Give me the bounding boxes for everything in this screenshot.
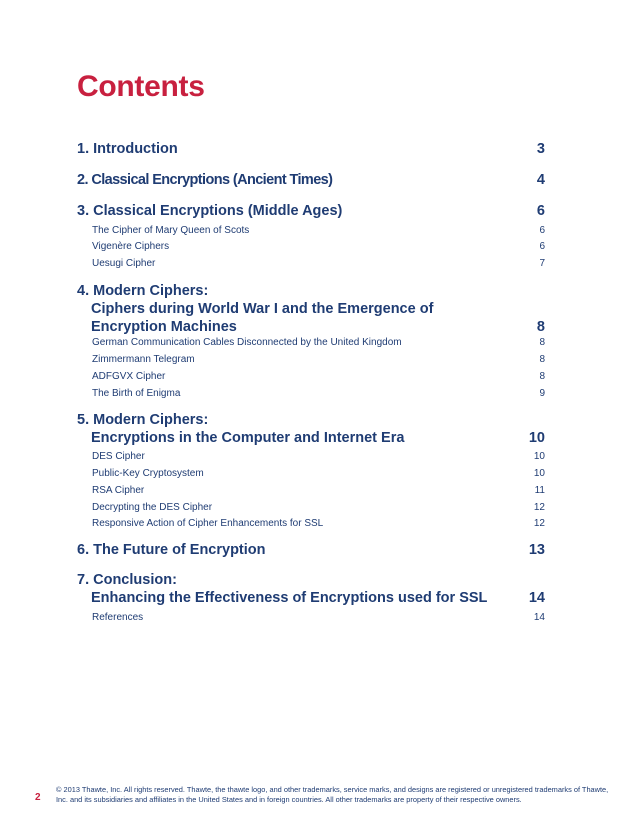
toc-subentry-label: The Cipher of Mary Queen of Scots <box>92 225 250 236</box>
toc-subentry-label: German Communication Cables Disconnected by the United Kingdom <box>92 337 402 348</box>
toc-subentry[interactable] <box>92 484 545 497</box>
toc-subentry-page: 7 <box>539 258 545 269</box>
toc-subentry-page: 10 <box>533 468 545 479</box>
toc-entry-page: 3 <box>536 141 545 157</box>
toc-entry-page: 8 <box>536 319 545 335</box>
toc-entry-label-line1: 7. Conclusion: <box>77 572 177 588</box>
toc-subentry-page: 11 <box>534 485 545 496</box>
toc-subentry-label: ADFGVX Cipher <box>92 371 166 382</box>
toc-subentry-label: Vigenère Ciphers <box>92 241 170 252</box>
page-title: Contents <box>77 70 205 103</box>
toc-entry-page: 10 <box>528 430 545 446</box>
toc-subentry[interactable] <box>92 517 545 530</box>
toc-entry-modern-ciphers-wwi[interactable] <box>77 282 545 336</box>
toc-subentry[interactable] <box>92 450 545 463</box>
toc-entry-label-line2: Ciphers during World War I and the Emergence of <box>91 301 434 317</box>
toc-entry-page: 14 <box>528 590 545 606</box>
toc-subentry[interactable] <box>92 611 545 624</box>
toc-subentry-label: Zimmermann Telegram <box>92 354 195 365</box>
toc-subentry[interactable] <box>92 240 545 253</box>
toc-subentry[interactable] <box>92 224 545 237</box>
toc-subentry-label: DES Cipher <box>92 451 145 462</box>
toc-subentry-label: RSA Cipher <box>92 485 145 496</box>
toc-subentry-label: Responsive Action of Cipher Enhancements for SSL <box>92 518 324 529</box>
toc-entry-classical-ancient[interactable] <box>77 171 545 189</box>
toc-subentry[interactable] <box>92 353 545 366</box>
toc-entry-label-line1: 4. Modern Ciphers: <box>77 283 209 299</box>
toc-entry-modern-ciphers-computer[interactable] <box>77 411 545 447</box>
toc-subentry[interactable] <box>92 501 545 514</box>
toc-entry-page: 4 <box>536 172 545 188</box>
toc-subentry-label: References <box>92 612 144 623</box>
toc-subentry-page: 6 <box>539 225 545 236</box>
toc-subentry-label: Public-Key Cryptosystem <box>92 468 204 479</box>
toc-entry-classical-middle-ages[interactable] <box>77 202 545 220</box>
toc-entry-label: 3. Classical Encryptions (Middle Ages) <box>77 203 343 219</box>
toc-subentry-page: 10 <box>533 451 545 462</box>
toc-entry-future-of-encryption[interactable] <box>77 541 545 559</box>
toc-entry-introduction[interactable] <box>77 140 545 158</box>
toc-entry-label-line2: Encryptions in the Computer and Internet Era <box>91 430 405 446</box>
toc-entry-label-line3: Encryption Machines <box>91 319 237 335</box>
toc-subentry-page: 12 <box>533 518 545 529</box>
toc-entry-page: 13 <box>528 542 545 558</box>
toc-subentry-page: 8 <box>539 371 545 382</box>
toc-entry-label-line2: Enhancing the Effectiveness of Encryptions used for SSL <box>91 590 488 606</box>
toc-entry-label: 2. Classical Encryptions (Ancient Times) <box>77 172 333 188</box>
toc-subentry-page: 9 <box>539 388 545 399</box>
footer-copyright: © 2013 Thawte, Inc. All rights reserved. Thawte, the thawte logo, and other trademarks, service marks, and designs are registered or unregistered trademarks of Thawte, Inc. and its subsidiaries and affiliates in the United States and in foreign countries. All other trademarks are property of their respective owners. <box>56 785 609 804</box>
toc-subentry[interactable] <box>92 336 545 349</box>
toc-entry-conclusion[interactable] <box>77 571 545 607</box>
toc-subentry[interactable] <box>92 257 545 270</box>
toc-entry-page: 6 <box>536 203 545 219</box>
toc-subentry-label: Decrypting the DES Cipher <box>92 502 213 513</box>
toc-subentry[interactable] <box>92 370 545 383</box>
toc-subentry-page: 8 <box>539 354 545 365</box>
toc-subentry[interactable] <box>92 387 545 400</box>
footer-page-number: 2 <box>35 792 41 803</box>
toc-subentry-page: 12 <box>533 502 545 513</box>
toc-entry-label-line1: 5. Modern Ciphers: <box>77 412 209 428</box>
toc-subentry[interactable] <box>92 467 545 480</box>
toc-entry-label: 1. Introduction <box>77 141 178 157</box>
toc-subentry-label: The Birth of Enigma <box>92 388 181 399</box>
toc-subentry-page: 6 <box>539 241 545 252</box>
toc-subentry-label: Uesugi Cipher <box>92 258 156 269</box>
toc-subentry-page: 14 <box>533 612 545 623</box>
toc-entry-label: 6. The Future of Encryption <box>77 542 266 558</box>
toc-subentry-page: 8 <box>539 337 545 348</box>
